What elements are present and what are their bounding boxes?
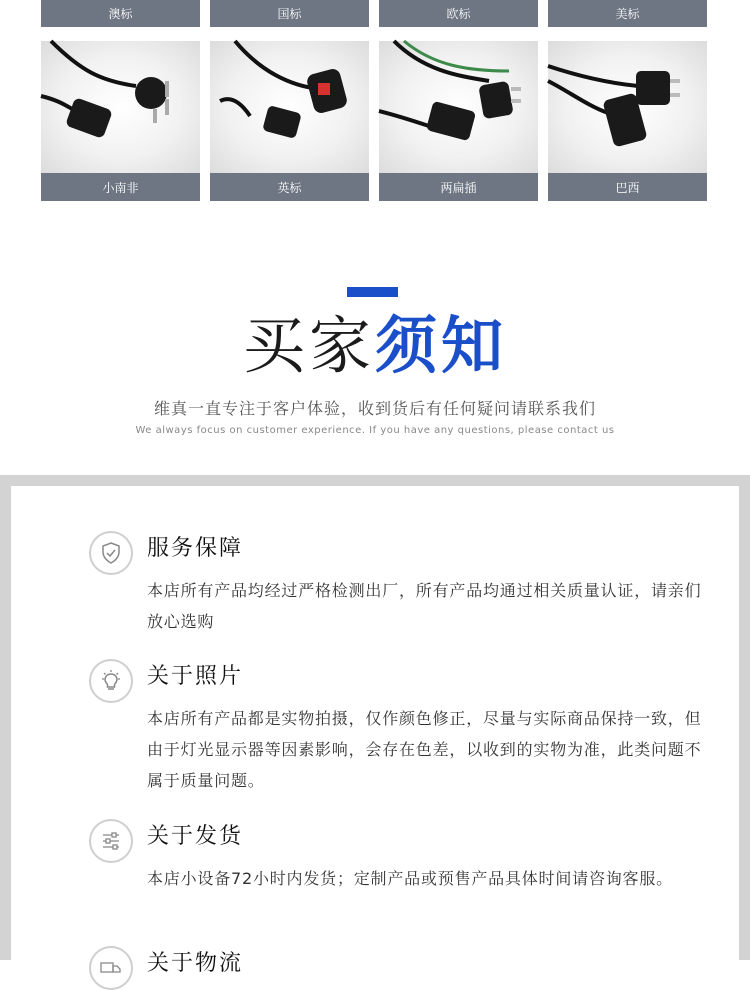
notice-text: 本店所有产品均经过严格检测出厂，所有产品均通过相关质量认证，请亲们放心选购 [147,581,702,631]
plug-label-australia[interactable]: 澳标 [41,0,200,27]
notice-text: 本店小设备72小时内发货；定制产品或预售产品具体时间请咨询客服。 [147,869,673,888]
south-africa-plug-icon [41,41,200,173]
brazil-plug-icon [548,41,707,173]
product-tile-uk[interactable] [210,41,369,201]
truck-icon [89,946,133,990]
plug-label-europe[interactable]: 欧标 [379,0,538,27]
two-flat-pin-plug-icon [379,41,538,173]
notice-heading: 服务保障 [147,536,244,561]
shield-check-icon [89,531,133,575]
tile-caption: 英标 [210,173,369,201]
plug-label-china[interactable]: 国标 [210,0,369,27]
notice-panel [11,486,739,976]
tile-caption: 小南非 [41,173,200,201]
notice-heading: 关于照片 [147,664,244,689]
notice-text: 本店所有产品都是实物拍摄，仅作颜色修正，尽量与实际商品保持一致，但由于灯光显示器等因素影响，会存在色差，以收到的实物为准，此类问题不属于质量问题。 [147,709,702,790]
tile-caption: 两扁插 [379,173,538,201]
uk-plug-icon [210,41,369,173]
lightbulb-icon [89,659,133,703]
page-title [0,306,750,386]
product-tile-south-africa[interactable] [41,41,200,201]
subtitle-cn: 维真一直专注于客户体验，收到货后有任何疑问请联系我们 [153,399,596,418]
product-tile-two-flat[interactable] [379,41,538,201]
product-tile-brazil[interactable] [548,41,707,201]
sliders-icon [89,819,133,863]
notice-heading: 关于物流 [147,951,244,976]
subtitle-en: We always focus on customer experience. If you have any questions, please contact us [135,425,615,436]
notice-heading: 关于发货 [147,824,244,849]
tile-caption: 巴西 [548,173,707,201]
title-accent-bar [347,287,398,297]
title-plain: 买家 [242,309,375,382]
plug-label-us[interactable]: 美标 [548,0,707,27]
title-bold: 须知 [375,309,508,382]
